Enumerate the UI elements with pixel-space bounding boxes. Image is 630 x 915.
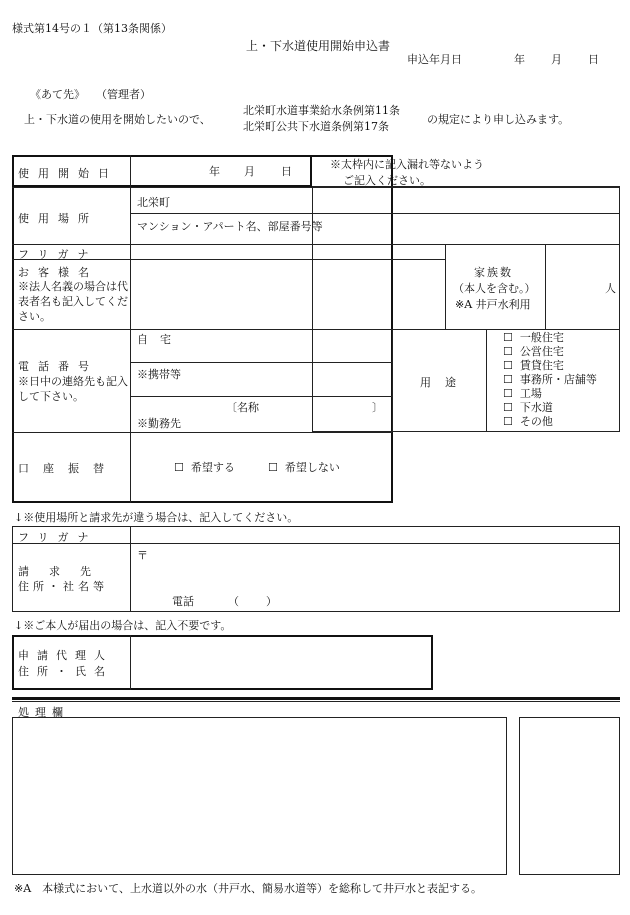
processing-label: 処理欄 <box>18 706 69 719</box>
usage-option-office-store[interactable]: ☐ 事務所・店舗等 <box>503 373 597 386</box>
billing-label-line2: 住所・社名等 <box>18 580 108 593</box>
usage-option-sewer[interactable]: ☐ 下水道 <box>503 401 553 414</box>
family-count-note: （本人を含む。） <box>453 282 536 295</box>
billing-furigana-label: フリガナ <box>18 531 98 544</box>
billing-phone-close[interactable]: ） <box>266 595 277 608</box>
footnote: ※A 本様式において、上水道以外の水（井戸水、簡易水道等）を総称して井戸水と表記する。 <box>14 882 482 895</box>
processing-box-main <box>12 717 507 875</box>
account-transfer-label: 口座振替 <box>18 462 118 475</box>
billing-label-line1: 請求先 <box>18 565 111 578</box>
mobile-phone-field[interactable]: ※携帯等 <box>137 368 181 381</box>
form-number: 様式第14号の１（第13条関係） <box>12 22 172 35</box>
application-date-day[interactable]: 日 <box>588 53 599 66</box>
usage-option-factory[interactable]: ☐ 工場 <box>503 387 542 400</box>
family-count-unit[interactable]: 人 <box>605 282 616 295</box>
usage-label: 用途 <box>420 376 470 389</box>
agent-field[interactable] <box>131 636 431 688</box>
checkbox-icon[interactable]: ☐ <box>503 401 513 414</box>
agent-label-line2: 住所・氏名 <box>18 665 113 678</box>
request-closing: の規定により申し込みます。 <box>427 113 570 126</box>
usage-option-other[interactable]: ☐ その他 <box>503 415 553 428</box>
phone-label: 電話番号 <box>18 360 98 373</box>
workplace-phone-field[interactable]: ※勤務先 <box>137 417 181 430</box>
processing-box-side <box>519 717 620 875</box>
checkbox-icon[interactable]: ☐ <box>503 345 513 358</box>
agent-note: ↓※ご本人が届出の場合は、記入不要です。 <box>14 619 232 632</box>
location-label: 使用場所 <box>18 212 98 225</box>
billing-phone-open[interactable]: （ <box>228 595 239 608</box>
well-water-note: ※A 井戸水利用 <box>455 298 531 311</box>
checkbox-icon[interactable]: ☐ <box>268 461 278 474</box>
location-town[interactable]: 北栄町 <box>137 196 170 209</box>
home-phone-field[interactable]: 自宅 <box>137 333 183 346</box>
checkbox-icon[interactable]: ☐ <box>503 387 513 400</box>
start-date-month[interactable]: 月 <box>244 165 255 178</box>
application-date-label: 申込年月日 <box>407 53 462 66</box>
checkbox-icon[interactable]: ☐ <box>503 359 513 372</box>
request-intro: 上・下水道の使用を開始したいので、 <box>24 113 211 126</box>
family-count-label: 家族数 <box>474 266 513 279</box>
customer-name-label: お客様名 <box>18 266 98 279</box>
customer-name-note: ※法人名義の場合は代表者名も記入してください。 <box>18 280 128 323</box>
form-title: 上・下水道使用開始申込書 <box>246 39 391 53</box>
checkbox-icon[interactable]: ☐ <box>174 461 184 474</box>
usage-option-rental-housing[interactable]: ☐ 賃貸住宅 <box>503 359 564 372</box>
start-date-year[interactable]: 年 <box>209 165 220 178</box>
start-date-day[interactable]: 日 <box>281 165 292 178</box>
billing-phone-label: 電話 <box>172 595 194 608</box>
application-date-year[interactable]: 年 <box>514 53 525 66</box>
billing-postal-field[interactable]: 〒 <box>137 549 148 562</box>
agent-label-line1: 申請代理人 <box>18 649 113 662</box>
checkbox-icon[interactable]: ☐ <box>503 415 513 428</box>
workplace-name-close: 〕 <box>372 401 383 414</box>
apartment-field[interactable]: マンション・アパート名、部屋番号等 <box>137 220 323 233</box>
workplace-name-open: 〔名称 <box>226 401 259 414</box>
usage-option-public-housing[interactable]: ☐ 公営住宅 <box>503 345 564 358</box>
usage-options <box>503 331 597 429</box>
account-transfer-not-want[interactable]: ☐ 希望しない <box>268 461 340 474</box>
addressee-manager: （管理者） <box>96 88 151 101</box>
checkbox-icon[interactable]: ☐ <box>503 373 513 386</box>
section-separator <box>12 697 620 700</box>
addressee-label: 《あて先》 <box>30 88 85 101</box>
phone-note: ※日中の連絡先も記入して下さい。 <box>18 375 128 403</box>
customer-name-field[interactable] <box>131 260 444 328</box>
application-date-month[interactable]: 月 <box>551 53 562 66</box>
fill-note-line1: ※太枠内に記入漏れ等ないよう <box>330 158 484 171</box>
fill-note-line2: ご記入ください。 <box>343 174 431 187</box>
billing-note: ↓※使用場所と請求先が違う場合は、記入してください。 <box>14 511 299 524</box>
usage-option-general-housing[interactable]: ☐ 一般住宅 <box>503 331 564 344</box>
customer-furigana-label: フリガナ <box>18 248 98 261</box>
ordinance-sewer: 北栄町公共下水道条例第17条 <box>243 120 389 133</box>
checkbox-icon[interactable]: ☐ <box>503 331 513 344</box>
start-date-label: 使用開始日 <box>18 167 118 180</box>
account-transfer-want[interactable]: ☐ 希望する <box>174 461 235 474</box>
ordinance-water: 北栄町水道事業給水条例第11条 <box>243 104 400 117</box>
